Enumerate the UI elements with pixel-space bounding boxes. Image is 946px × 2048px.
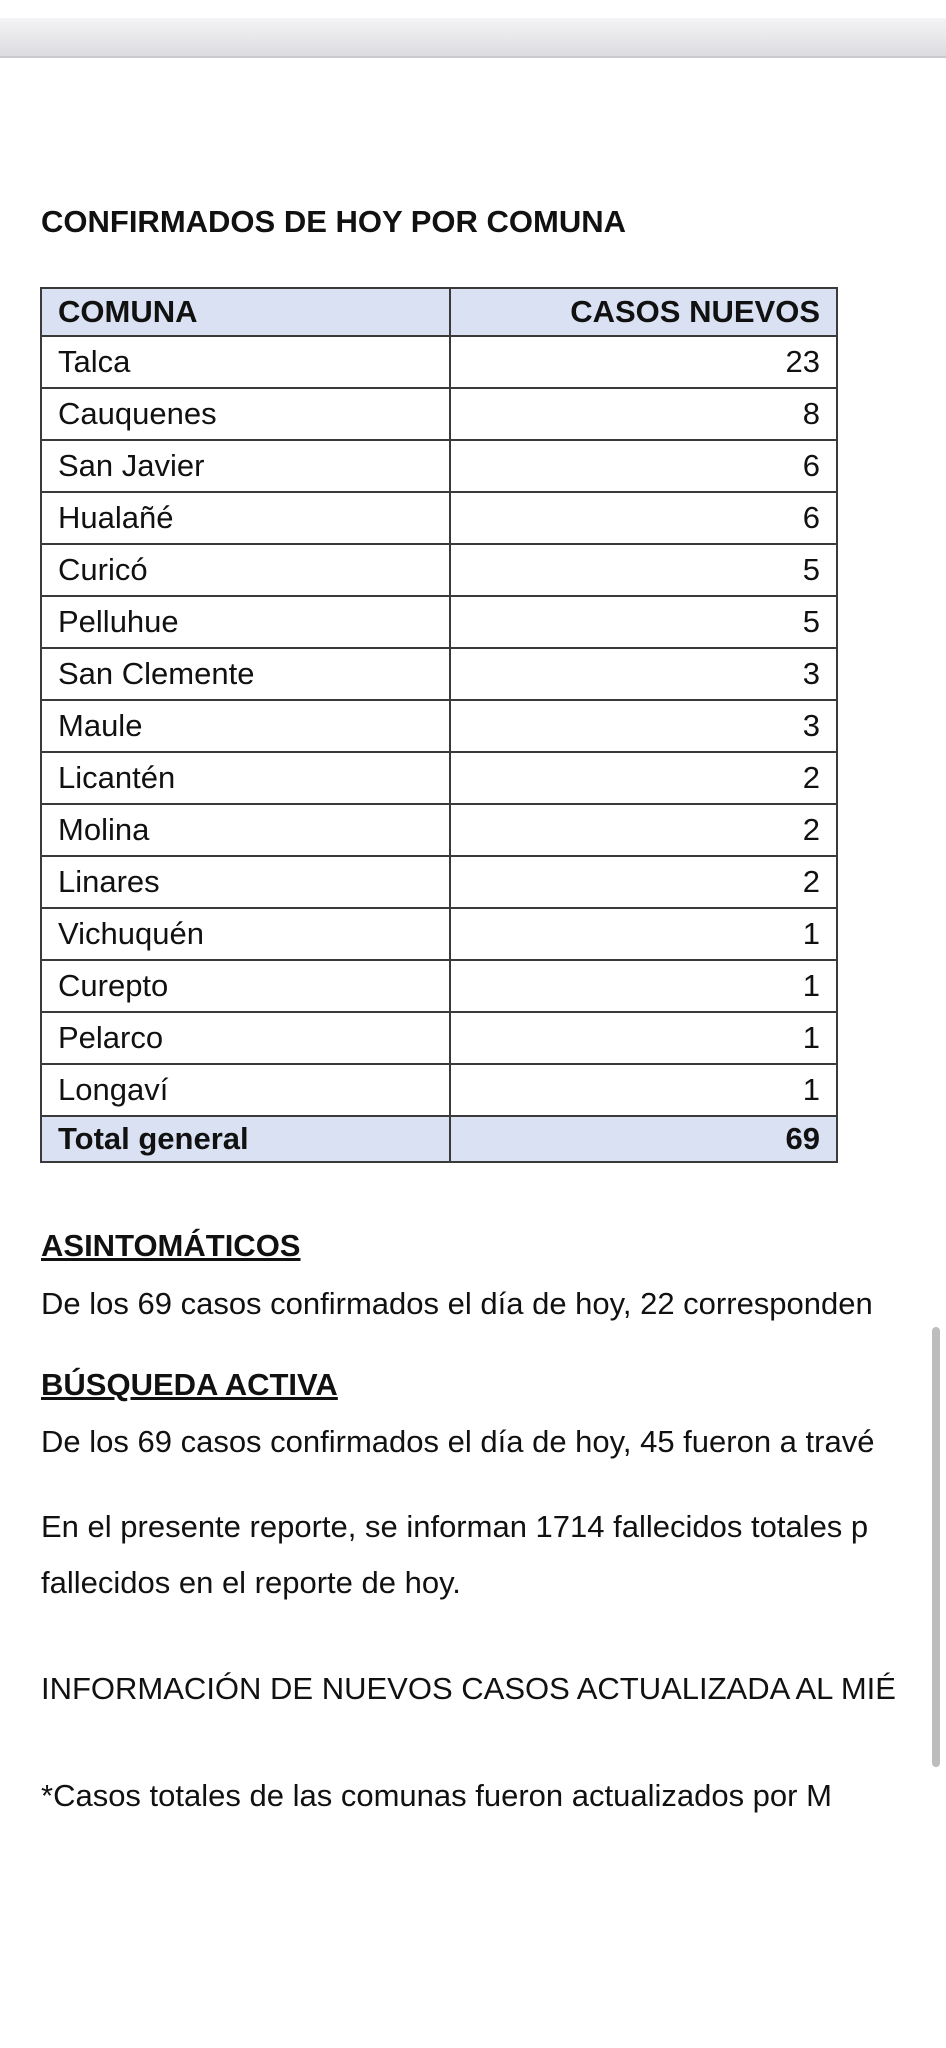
table-row <box>41 960 837 1012</box>
table-row <box>41 336 837 388</box>
table-row <box>41 648 837 700</box>
comuna-cell: Talca <box>41 336 450 388</box>
casos-cell: 1 <box>450 1012 837 1064</box>
fallecidos-line-1: En el presente reporte, se informan 1714 fallecidos totales p <box>41 1509 869 1544</box>
casos-cell: 5 <box>450 596 837 648</box>
casos-cell: 6 <box>450 440 837 492</box>
busqueda-activa-text: De los 69 casos confirmados el día de hoy, 45 fueron a travé <box>41 1424 875 1459</box>
table-row <box>41 492 837 544</box>
info-update-line: INFORMACIÓN DE NUEVOS CASOS ACTUALIZADA AL MIÉ <box>41 1671 896 1706</box>
table-row <box>41 804 837 856</box>
total-label: Total general <box>41 1116 450 1162</box>
table-row <box>41 752 837 804</box>
table-row <box>41 440 837 492</box>
table-row <box>41 1064 837 1116</box>
footnote-text: *Casos totales de las comunas fueron actualizados por M <box>41 1778 832 1813</box>
top-toolbar <box>0 18 946 58</box>
total-value: 69 <box>450 1116 837 1162</box>
comuna-cell: Curepto <box>41 960 450 1012</box>
comuna-cell: Pelluhue <box>41 596 450 648</box>
casos-cell: 3 <box>450 648 837 700</box>
casos-cell: 2 <box>450 752 837 804</box>
casos-cell: 8 <box>450 388 837 440</box>
table-row <box>41 908 837 960</box>
comuna-cell: Curicó <box>41 544 450 596</box>
table-row <box>41 1012 837 1064</box>
column-header-comuna: COMUNA <box>41 288 450 336</box>
casos-cell: 1 <box>450 1064 837 1116</box>
table-row <box>41 388 837 440</box>
fallecidos-line-2: fallecidos en el reporte de hoy. <box>41 1565 461 1600</box>
table-row <box>41 700 837 752</box>
casos-cell: 3 <box>450 700 837 752</box>
casos-cell: 6 <box>450 492 837 544</box>
comuna-cell: Pelarco <box>41 1012 450 1064</box>
table-header-row <box>41 288 837 336</box>
comuna-cell: Molina <box>41 804 450 856</box>
asintomaticos-text: De los 69 casos confirmados el día de hoy, 22 corresponden <box>41 1286 873 1321</box>
comuna-cell: Longaví <box>41 1064 450 1116</box>
casos-cell: 1 <box>450 908 837 960</box>
comuna-cell: Hualañé <box>41 492 450 544</box>
table-row <box>41 856 837 908</box>
table-row <box>41 596 837 648</box>
casos-cell: 5 <box>450 544 837 596</box>
comuna-cell: San Javier <box>41 440 450 492</box>
casos-cell: 2 <box>450 804 837 856</box>
comuna-cell: Linares <box>41 856 450 908</box>
comuna-cell: Cauquenes <box>41 388 450 440</box>
comuna-cell: Vichuquén <box>41 908 450 960</box>
comuna-cell: San Clemente <box>41 648 450 700</box>
comuna-cell: Maule <box>41 700 450 752</box>
page-heading: CONFIRMADOS DE HOY POR COMUNA <box>41 204 627 239</box>
asintomaticos-title: ASINTOMÁTICOS <box>41 1228 301 1263</box>
casos-cell: 2 <box>450 856 837 908</box>
cases-table <box>40 287 838 1163</box>
column-header-casos-nuevos: CASOS NUEVOS <box>450 288 837 336</box>
total-row <box>41 1116 837 1162</box>
casos-cell: 23 <box>450 336 837 388</box>
casos-cell: 1 <box>450 960 837 1012</box>
table-row <box>41 544 837 596</box>
comuna-cell: Licantén <box>41 752 450 804</box>
vertical-scrollbar[interactable] <box>932 1327 940 1767</box>
busqueda-activa-title: BÚSQUEDA ACTIVA <box>41 1367 338 1402</box>
